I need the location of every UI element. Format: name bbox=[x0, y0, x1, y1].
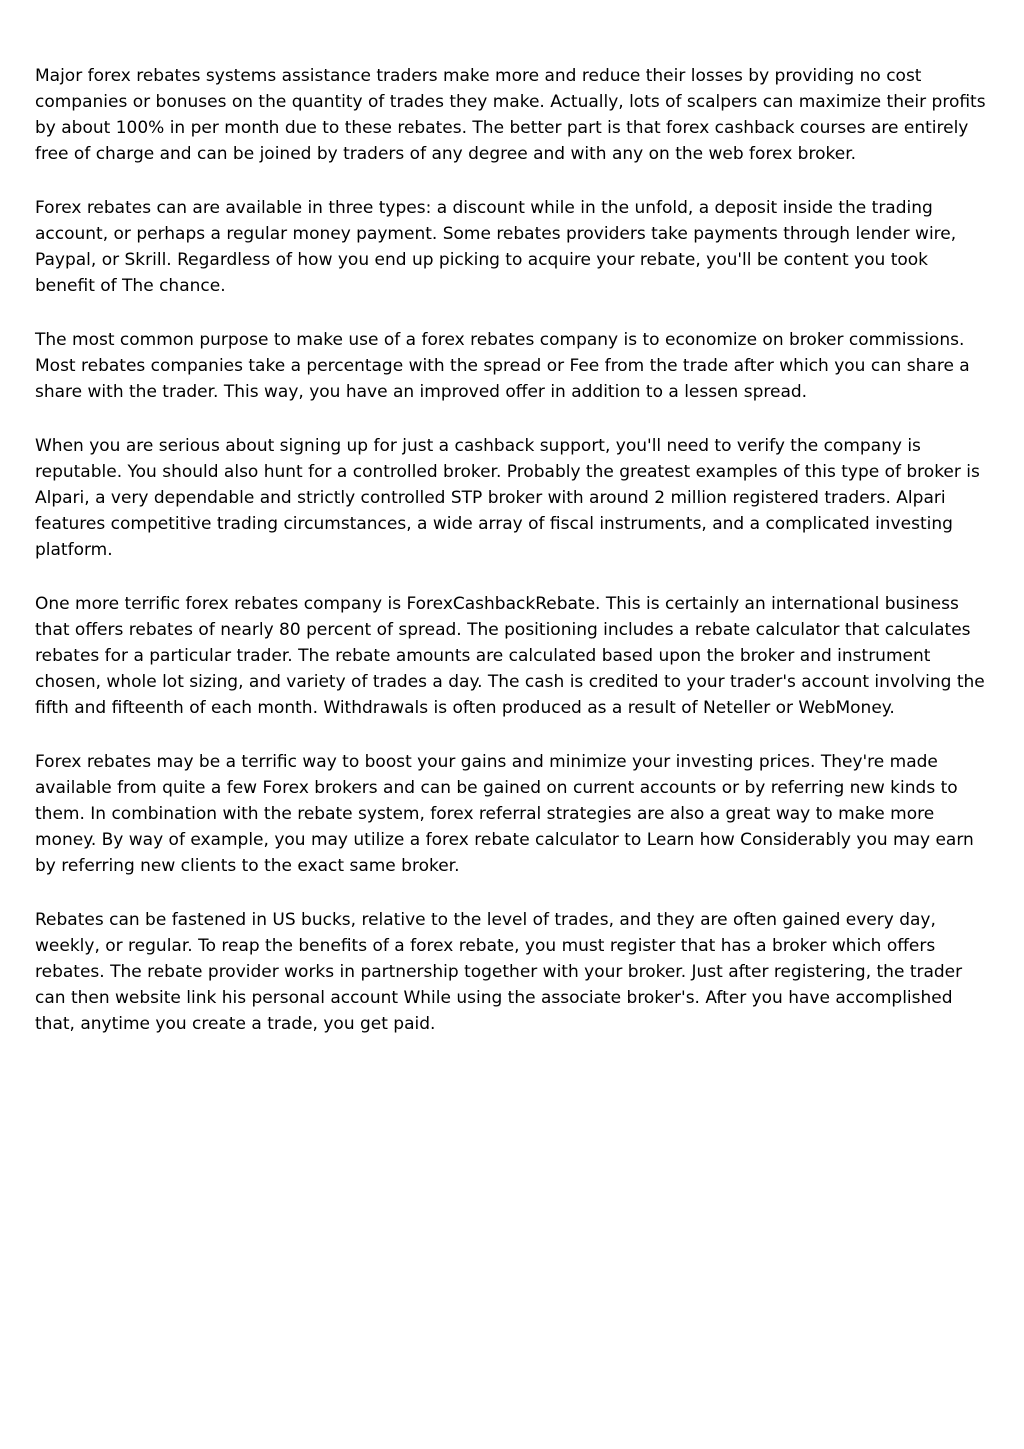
paragraph: When you are serious about signing up for just a cashback support, you'll need to verify the company is reputable. You should also hunt for a controlled broker. Probably the greatest examples of this type of broker is Alpari, a very dependable and strictly controlled STP broker with around 2 million registered traders. Alpari features competitive trading circumstances, a wide array of fiscal instruments, and a complicated investing platform. bbox=[35, 436, 980, 560]
paragraph: Major forex rebates systems assistance traders make more and reduce their losses by providing no cost companies or bonuses on the quantity of trades they make. Actually, lots of scalpers can maximize their profits by about 100% in per month due to these rebates. The better part is that forex cashback courses are entirely free of charge and can be joined by traders of any degree and with any on the web forex broker. bbox=[35, 66, 986, 164]
document-body bbox=[35, 63, 993, 1065]
paragraph: Forex rebates may be a terrific way to boost your gains and minimize your investing prices. They're made available from quite a few Forex brokers and can be gained on current accounts or by referring new kinds to them. In combination with the rebate system, forex referral strategies are also a great way to make more money. By way of example, you may utilize a forex rebate calculator to Learn how Considerably you may earn by referring new clients to the exact same broker. bbox=[35, 752, 974, 876]
paragraph: Forex rebates can are available in three types: a discount while in the unfold, a deposit inside the trading account, or perhaps a regular money payment. Some rebates providers take payments through lender wire, Paypal, or Skrill. Regardless of how you end up picking to acquire your rebate, you'll be content you took benefit of The chance. bbox=[35, 198, 957, 296]
paragraph: Rebates can be fastened in US bucks, relative to the level of trades, and they are often gained every day, weekly, or regular. To reap the benefits of a forex rebate, you must register that has a broker which offers rebates. The rebate provider works in partnership together with your broker. Just after registering, the trader can then website link his personal account While using the associate broker's. After you have accomplished that, anytime you create a trade, you get paid. bbox=[35, 910, 963, 1034]
paragraph: The most common purpose to make use of a forex rebates company is to economize on broker commissions. Most rebates companies take a percentage with the spread or Fee from the trade after which you can share a share with the trader. This way, you have an improved offer in addition to a lessen spread. bbox=[35, 330, 970, 402]
paragraph: One more terrific forex rebates company is ForexCashbackRebate. This is certainly an international business that offers rebates of nearly 80 percent of spread. The positioning includes a rebate calculator that calculates rebates for a particular trader. The rebate amounts are calculated based upon the broker and instrument chosen, whole lot sizing, and variety of trades a day. The cash is credited to your trader's account involving the fifth and fifteenth of each month. Withdrawals is often produced as a result of Neteller or WebMoney. bbox=[35, 594, 985, 718]
